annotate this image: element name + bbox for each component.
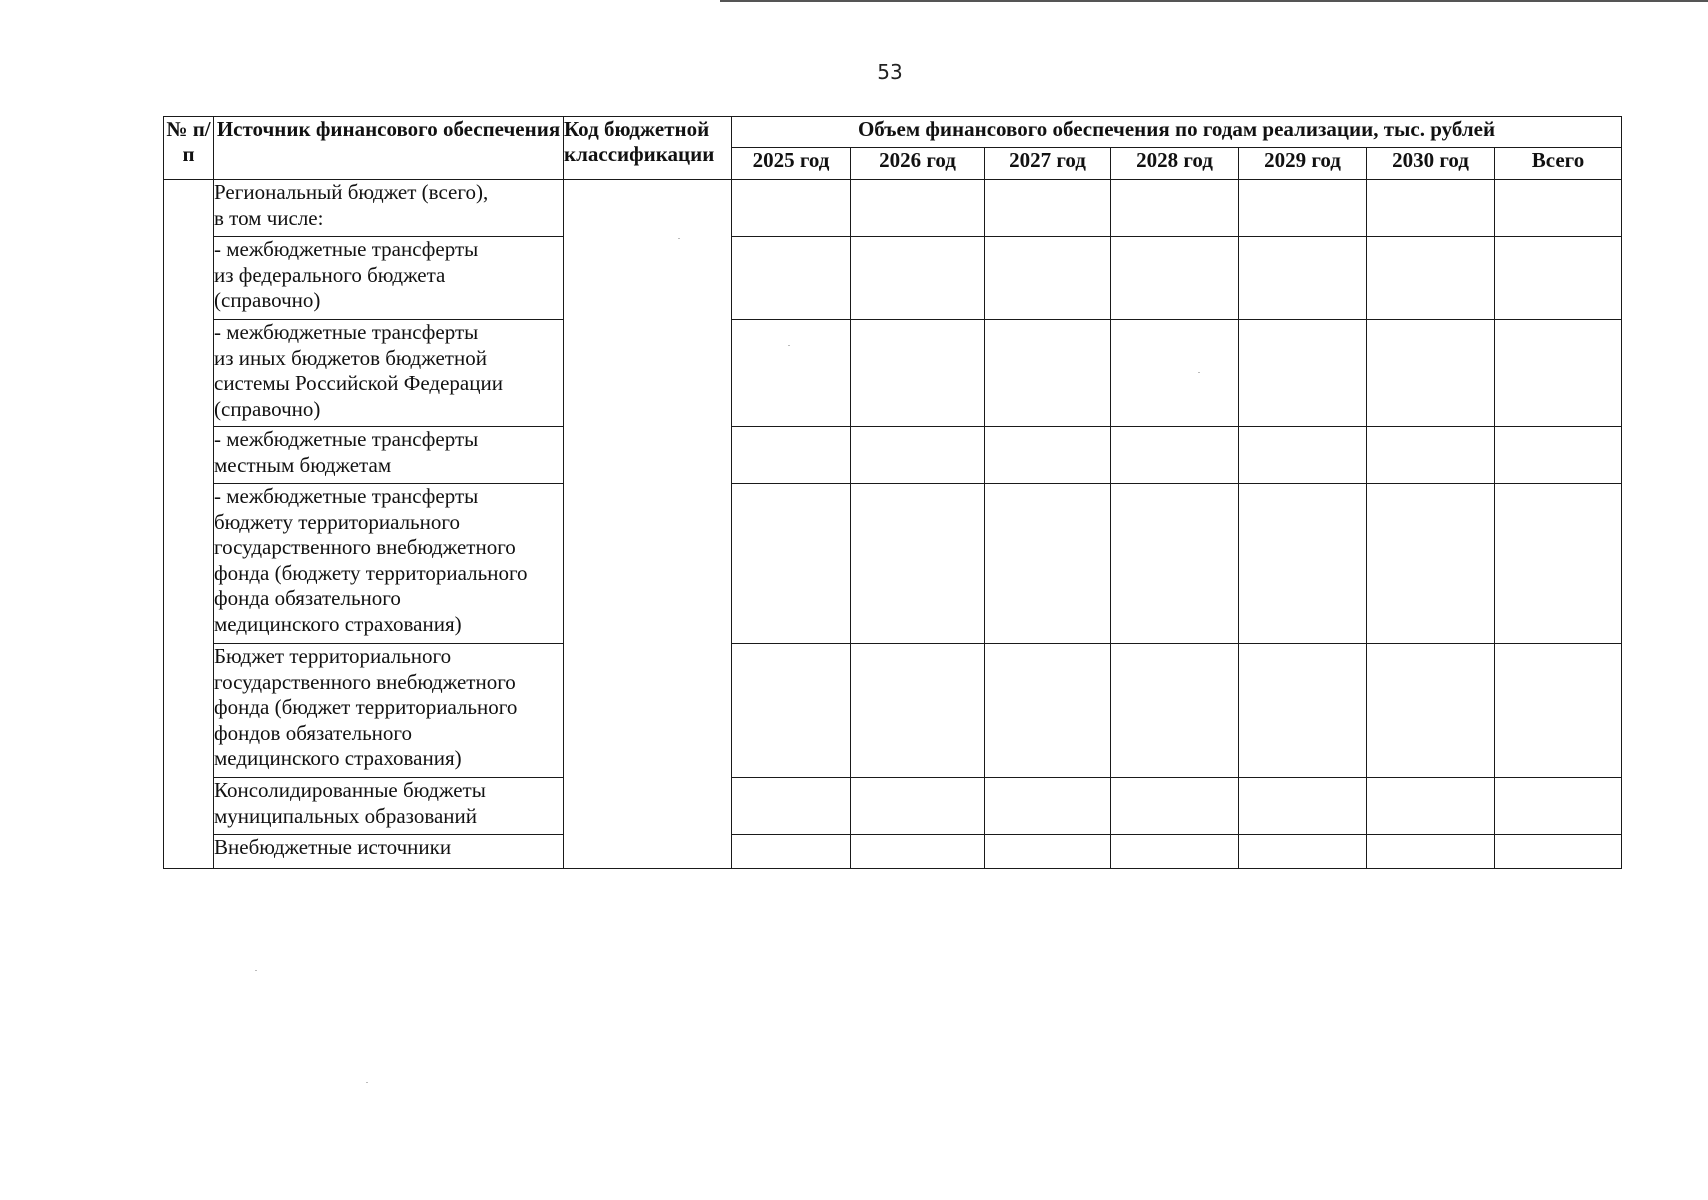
year-value-cell — [1367, 320, 1495, 427]
header-source: Источник финансового обеспечения — [214, 117, 564, 180]
year-value-cell — [851, 237, 985, 320]
header-year-2025: 2025 год — [732, 148, 851, 180]
year-value-cell — [851, 427, 985, 484]
year-value-cell — [1111, 237, 1239, 320]
header-year-2029: 2029 год — [1239, 148, 1367, 180]
scan-speck — [1198, 372, 1200, 373]
total-value-cell — [1495, 237, 1622, 320]
financing-table — [163, 116, 1622, 869]
year-value-cell — [851, 180, 985, 237]
year-value-cell — [1111, 180, 1239, 237]
year-value-cell — [1367, 835, 1495, 869]
year-value-cell — [851, 320, 985, 427]
year-value-cell — [1239, 835, 1367, 869]
table-row — [164, 320, 1622, 427]
header-budget-code: Код бюджетной классификации — [564, 117, 732, 180]
year-value-cell — [1111, 320, 1239, 427]
year-value-cell — [1239, 644, 1367, 778]
year-value-cell — [732, 320, 851, 427]
source-cell: Внебюджетные источники — [214, 835, 564, 869]
year-value-cell — [732, 644, 851, 778]
year-value-cell — [985, 835, 1111, 869]
year-value-cell — [732, 237, 851, 320]
year-value-cell — [1367, 180, 1495, 237]
source-cell: Региональный бюджет (всего), в том числе: — [214, 180, 564, 237]
year-value-cell — [1239, 320, 1367, 427]
year-value-cell — [1111, 484, 1239, 644]
total-value-cell — [1495, 644, 1622, 778]
header-year-2027: 2027 год — [985, 148, 1111, 180]
num-cell — [164, 180, 214, 869]
table-row — [164, 644, 1622, 778]
year-value-cell — [1239, 427, 1367, 484]
table-row — [164, 778, 1622, 835]
page-top-rule — [720, 0, 1708, 2]
table-row — [164, 835, 1622, 869]
header-total: Всего — [1495, 148, 1622, 180]
year-value-cell — [1111, 427, 1239, 484]
total-value-cell — [1495, 778, 1622, 835]
year-value-cell — [1367, 778, 1495, 835]
year-value-cell — [1367, 484, 1495, 644]
year-value-cell — [985, 237, 1111, 320]
source-cell: Консолидированные бюджеты муниципальных образований — [214, 778, 564, 835]
scan-speck — [255, 970, 257, 971]
year-value-cell — [1111, 778, 1239, 835]
year-value-cell — [732, 835, 851, 869]
year-value-cell — [1111, 644, 1239, 778]
budget-code-cell — [564, 180, 732, 869]
year-value-cell — [1239, 237, 1367, 320]
total-value-cell — [1495, 427, 1622, 484]
year-value-cell — [985, 180, 1111, 237]
header-num: № п/п — [164, 117, 214, 180]
page-number: 53 — [877, 60, 903, 84]
year-value-cell — [851, 644, 985, 778]
year-value-cell — [1239, 180, 1367, 237]
total-value-cell — [1495, 180, 1622, 237]
year-value-cell — [732, 427, 851, 484]
total-value-cell — [1495, 484, 1622, 644]
year-value-cell — [985, 778, 1111, 835]
header-row-1 — [164, 117, 1622, 148]
table-row — [164, 180, 1622, 237]
year-value-cell — [985, 644, 1111, 778]
table-row — [164, 484, 1622, 644]
year-value-cell — [851, 835, 985, 869]
year-value-cell — [1239, 778, 1367, 835]
source-cell: - межбюджетные трансферты местным бюджетам — [214, 427, 564, 484]
year-value-cell — [1367, 427, 1495, 484]
header-year-2028: 2028 год — [1111, 148, 1239, 180]
year-value-cell — [985, 427, 1111, 484]
source-cell: - межбюджетные трансферты из иных бюджетов бюджетной системы Российской Федерации (справочно) — [214, 320, 564, 427]
year-value-cell — [732, 180, 851, 237]
total-value-cell — [1495, 835, 1622, 869]
scan-speck — [678, 238, 680, 239]
table-row — [164, 237, 1622, 320]
year-value-cell — [1111, 835, 1239, 869]
year-value-cell — [1367, 644, 1495, 778]
year-value-cell — [1367, 237, 1495, 320]
year-value-cell — [732, 484, 851, 644]
header-volume: Объем финансового обеспечения по годам реализации, тыс. рублей — [732, 117, 1622, 148]
year-value-cell — [851, 484, 985, 644]
source-cell: - межбюджетные трансферты бюджету территориального государственного внебюджетного фонда (бюджету территориального фонда обязательного медицинского страхования) — [214, 484, 564, 644]
year-value-cell — [985, 320, 1111, 427]
year-value-cell — [1239, 484, 1367, 644]
table-row — [164, 427, 1622, 484]
scan-speck — [366, 1082, 368, 1083]
source-cell: - межбюджетные трансферты из федерального бюджета (справочно) — [214, 237, 564, 320]
year-value-cell — [851, 778, 985, 835]
year-value-cell — [985, 484, 1111, 644]
scan-speck — [788, 345, 790, 346]
header-year-2030: 2030 год — [1367, 148, 1495, 180]
header-year-2026: 2026 год — [851, 148, 985, 180]
year-value-cell — [732, 778, 851, 835]
total-value-cell — [1495, 320, 1622, 427]
source-cell: Бюджет территориального государственного внебюджетного фонда (бюджет территориального фондов обязательного медицинского страхования) — [214, 644, 564, 778]
